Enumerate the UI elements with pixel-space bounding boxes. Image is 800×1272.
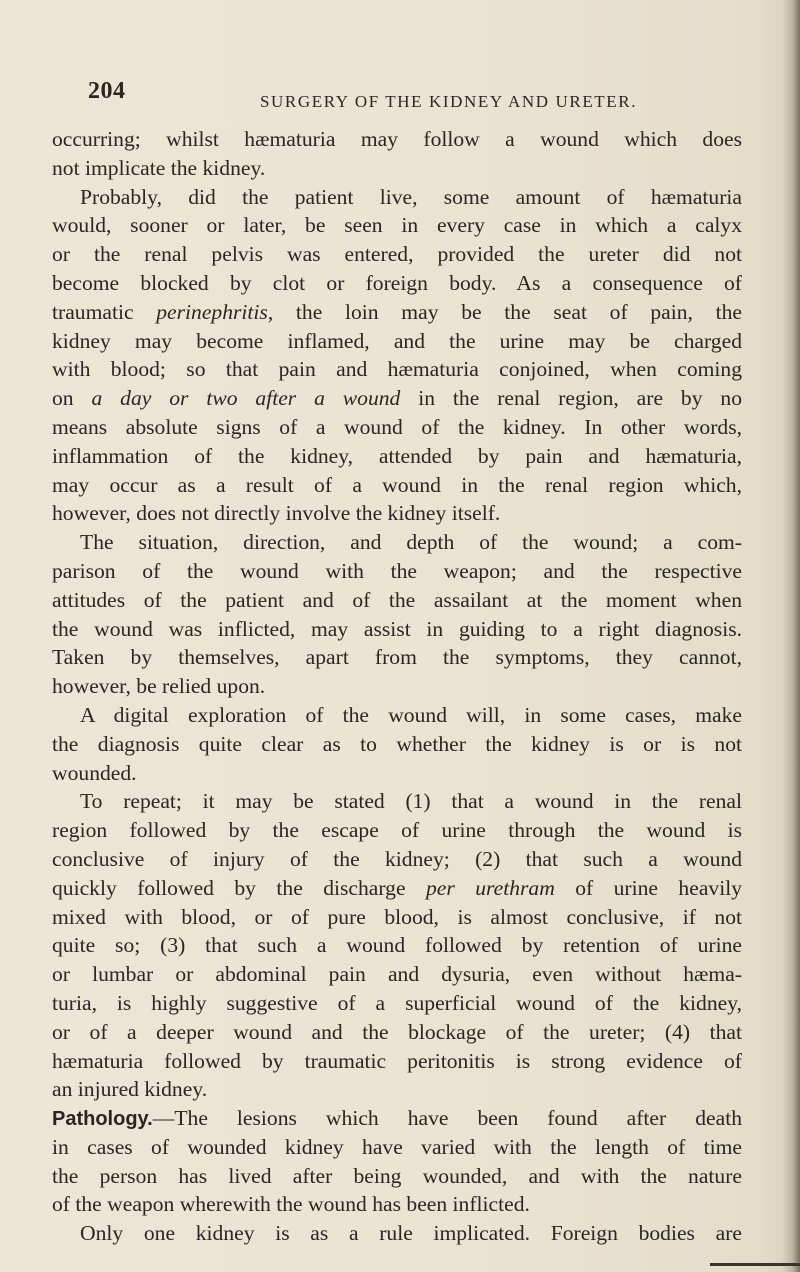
text-line	[52, 1018, 742, 1047]
text-line	[52, 989, 742, 1018]
text-run: inflammation of the kidney, attended by pain and hæmaturia,	[52, 443, 742, 468]
text-line	[52, 816, 742, 845]
text-run: mixed with blood, or of pure blood, is almost conclusive, if not	[52, 904, 742, 929]
text-run: wounded.	[52, 760, 137, 785]
text-line	[52, 240, 742, 269]
text-run: kidney may become inflamed, and the urine may be charged	[52, 328, 742, 353]
text-run: with blood; so that pain and hæmaturia conjoined, when coming	[52, 357, 742, 382]
text-line	[52, 355, 742, 384]
body-text	[52, 125, 742, 1248]
text-line	[52, 672, 742, 701]
text-line	[52, 298, 742, 327]
text-run: conclusive of injury of the kidney; (2) that such a wound	[52, 846, 742, 871]
text-run: not implicate the kidney.	[52, 155, 266, 180]
italic-text: per urethram	[426, 875, 555, 900]
text-line	[52, 1047, 742, 1076]
text-run: however, does not directly involve the kidney itself.	[52, 501, 501, 526]
text-run: turia, is highly suggestive of a superficial wound of the kidney,	[52, 990, 742, 1015]
text-line	[52, 960, 742, 989]
text-line	[52, 384, 742, 413]
text-run: —The lesions which have been found after death	[152, 1106, 742, 1131]
text-line	[52, 1075, 742, 1104]
text-run: become blocked by clot or foreign body. As a consequence of	[52, 270, 742, 295]
text-run: may occur as a result of a wound in the renal region which,	[52, 472, 742, 497]
text-line	[52, 1133, 742, 1162]
text-line	[52, 1219, 742, 1248]
page-number: 204	[88, 78, 126, 104]
text-run: in the renal region, are by no	[400, 386, 743, 411]
text-line	[52, 154, 742, 183]
text-run: Only one kidney is as a rule implicated. Foreign bodies are	[80, 1221, 742, 1246]
text-run: or lumbar or abdominal pain and dysuria, even without hæma-	[52, 962, 742, 987]
page-header	[88, 78, 728, 118]
text-run: To repeat; it may be stated (1) that a wound in the renal	[80, 789, 742, 814]
text-run: or of a deeper wound and the blockage of the ureter; (4) that	[52, 1019, 742, 1044]
text-line	[52, 643, 742, 672]
text-line	[52, 730, 742, 759]
text-line	[52, 1162, 742, 1191]
text-line	[52, 874, 742, 903]
text-line	[52, 211, 742, 240]
text-run: Taken by themselves, apart from the symptoms, they cannot,	[52, 645, 742, 670]
text-run: the wound was inflicted, may assist in guiding to a right diagnosis.	[52, 616, 742, 641]
text-run: The situation, direction, and depth of the wound; a com-	[80, 530, 742, 555]
page-bottom-rule	[710, 1263, 800, 1266]
text-line	[52, 528, 742, 557]
text-run: region followed by the escape of urine through the wound is	[52, 818, 742, 843]
text-run: parison of the wound with the weapon; and the respective	[52, 558, 742, 583]
text-line	[52, 442, 742, 471]
page-edge-shadow	[782, 0, 800, 1272]
text-line	[52, 413, 742, 442]
text-run: hæmaturia followed by traumatic peritonitis is strong evidence of	[52, 1048, 742, 1073]
italic-text: perinephritis,	[156, 299, 274, 324]
text-run: however, be relied upon.	[52, 674, 266, 699]
text-run: means absolute signs of a wound of the kidney. In other words,	[52, 414, 742, 439]
text-line	[52, 269, 742, 298]
text-line	[52, 125, 742, 154]
text-line	[52, 903, 742, 932]
text-line	[52, 327, 742, 356]
text-run: an injured kidney.	[52, 1077, 208, 1102]
text-run: of urine heavily	[554, 875, 742, 900]
text-line	[52, 557, 742, 586]
text-line	[52, 701, 742, 730]
text-run: on	[52, 386, 92, 411]
text-run: or the renal pelvis was entered, provided the ureter did not	[52, 242, 742, 267]
text-run: traumatic	[52, 299, 157, 324]
text-run: occurring; whilst hæmaturia may follow a wound which does	[52, 127, 742, 151]
text-run: attitudes of the patient and of the assailant at the moment when	[52, 587, 742, 612]
text-run: in cases of wounded kidney have varied with the length of time	[52, 1134, 742, 1159]
section-heading: Pathology.	[52, 1108, 153, 1131]
running-head: SURGERY OF THE KIDNEY AND URETER.	[260, 92, 638, 111]
text-line	[52, 1190, 742, 1219]
italic-text: a day or two after a wound	[91, 386, 401, 411]
text-line	[52, 586, 742, 615]
text-run: the person has lived after being wounded, and with the nature	[52, 1163, 742, 1188]
text-run: would, sooner or later, be seen in every case in which a calyx	[52, 213, 742, 238]
text-line	[52, 615, 742, 644]
text-line	[52, 1104, 742, 1133]
text-run: quickly followed by the discharge	[52, 875, 426, 900]
text-line	[52, 931, 742, 960]
text-run: quite so; (3) that such a wound followed by retention of urine	[52, 933, 742, 958]
text-run: the diagnosis quite clear as to whether the kidney is or is not	[52, 731, 742, 756]
text-run: the loin may be the seat of pain, the	[273, 299, 743, 324]
text-line	[52, 471, 742, 500]
text-run: of the weapon wherewith the wound has been inflicted.	[52, 1192, 530, 1217]
text-line	[52, 759, 742, 788]
text-line	[52, 499, 742, 528]
text-line	[52, 845, 742, 874]
text-line	[52, 183, 742, 212]
text-run: A digital exploration of the wound will, in some cases, make	[80, 702, 742, 727]
text-run: Probably, did the patient live, some amount of hæmaturia	[80, 184, 742, 209]
text-line	[52, 787, 742, 816]
